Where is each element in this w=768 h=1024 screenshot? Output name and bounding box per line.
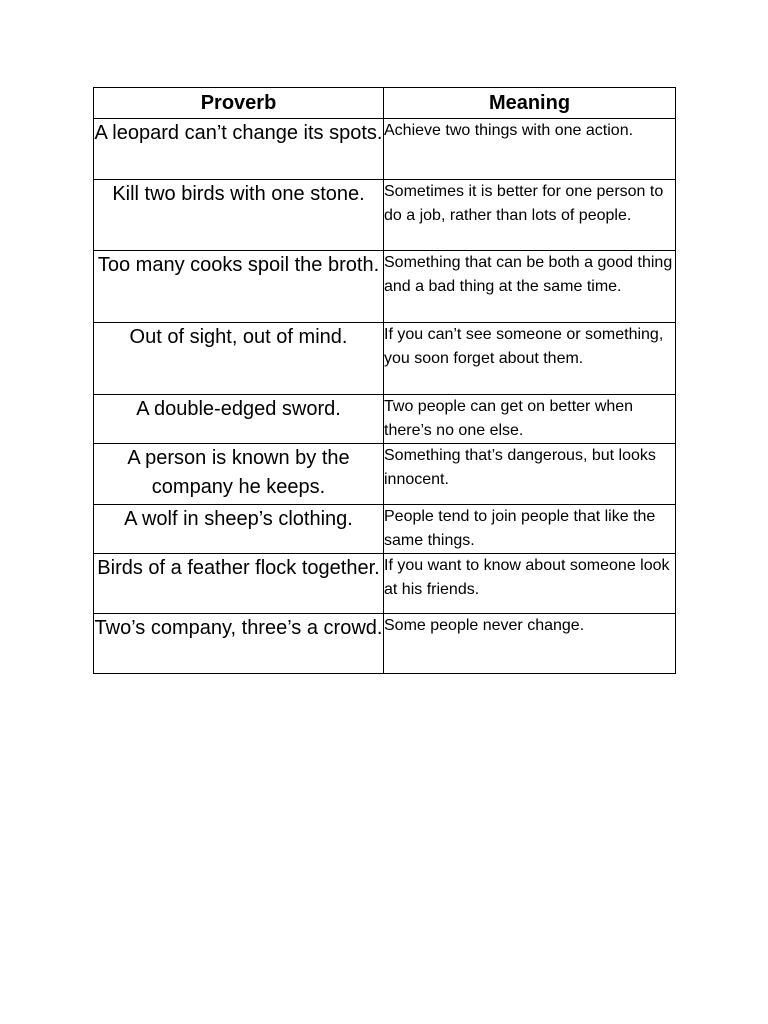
table-row: [94, 180, 676, 251]
meaning-cell: Two people can get on better when there’s no one else.: [384, 395, 676, 444]
proverb-cell: Out of sight, out of mind.: [94, 323, 384, 395]
proverb-cell: Kill two birds with one stone.: [94, 180, 384, 251]
table-row: [94, 323, 676, 395]
meaning-cell: People tend to join people that like the same things.: [384, 505, 676, 554]
proverb-cell: Birds of a feather flock together.: [94, 554, 384, 614]
proverb-cell: Two’s company, three’s a crowd.: [94, 614, 384, 674]
table-row: [94, 614, 676, 674]
table-row: [94, 554, 676, 614]
meaning-cell: Something that’s dangerous, but looks innocent.: [384, 444, 676, 505]
header-row: [94, 88, 676, 119]
meaning-cell: If you can’t see someone or something, you soon forget about them.: [384, 323, 676, 395]
table-row: [94, 395, 676, 444]
table-row: [94, 119, 676, 180]
table-row: [94, 444, 676, 505]
meaning-cell: Sometimes it is better for one person to do a job, rather than lots of people.: [384, 180, 676, 251]
table-row: [94, 251, 676, 323]
meaning-cell: Something that can be both a good thing and a bad thing at the same time.: [384, 251, 676, 323]
header-meaning: Meaning: [384, 88, 676, 119]
proverb-table: [93, 87, 676, 674]
table-row: [94, 505, 676, 554]
proverb-cell: A person is known by the company he keeps.: [94, 444, 384, 505]
proverb-cell: A leopard can’t change its spots.: [94, 119, 384, 180]
meaning-cell: Some people never change.: [384, 614, 676, 674]
header-proverb: Proverb: [94, 88, 384, 119]
proverb-cell: A wolf in sheep’s clothing.: [94, 505, 384, 554]
meaning-cell: If you want to know about someone look at his friends.: [384, 554, 676, 614]
proverb-cell: Too many cooks spoil the broth.: [94, 251, 384, 323]
proverb-cell: A double-edged sword.: [94, 395, 384, 444]
meaning-cell: Achieve two things with one action.: [384, 119, 676, 180]
